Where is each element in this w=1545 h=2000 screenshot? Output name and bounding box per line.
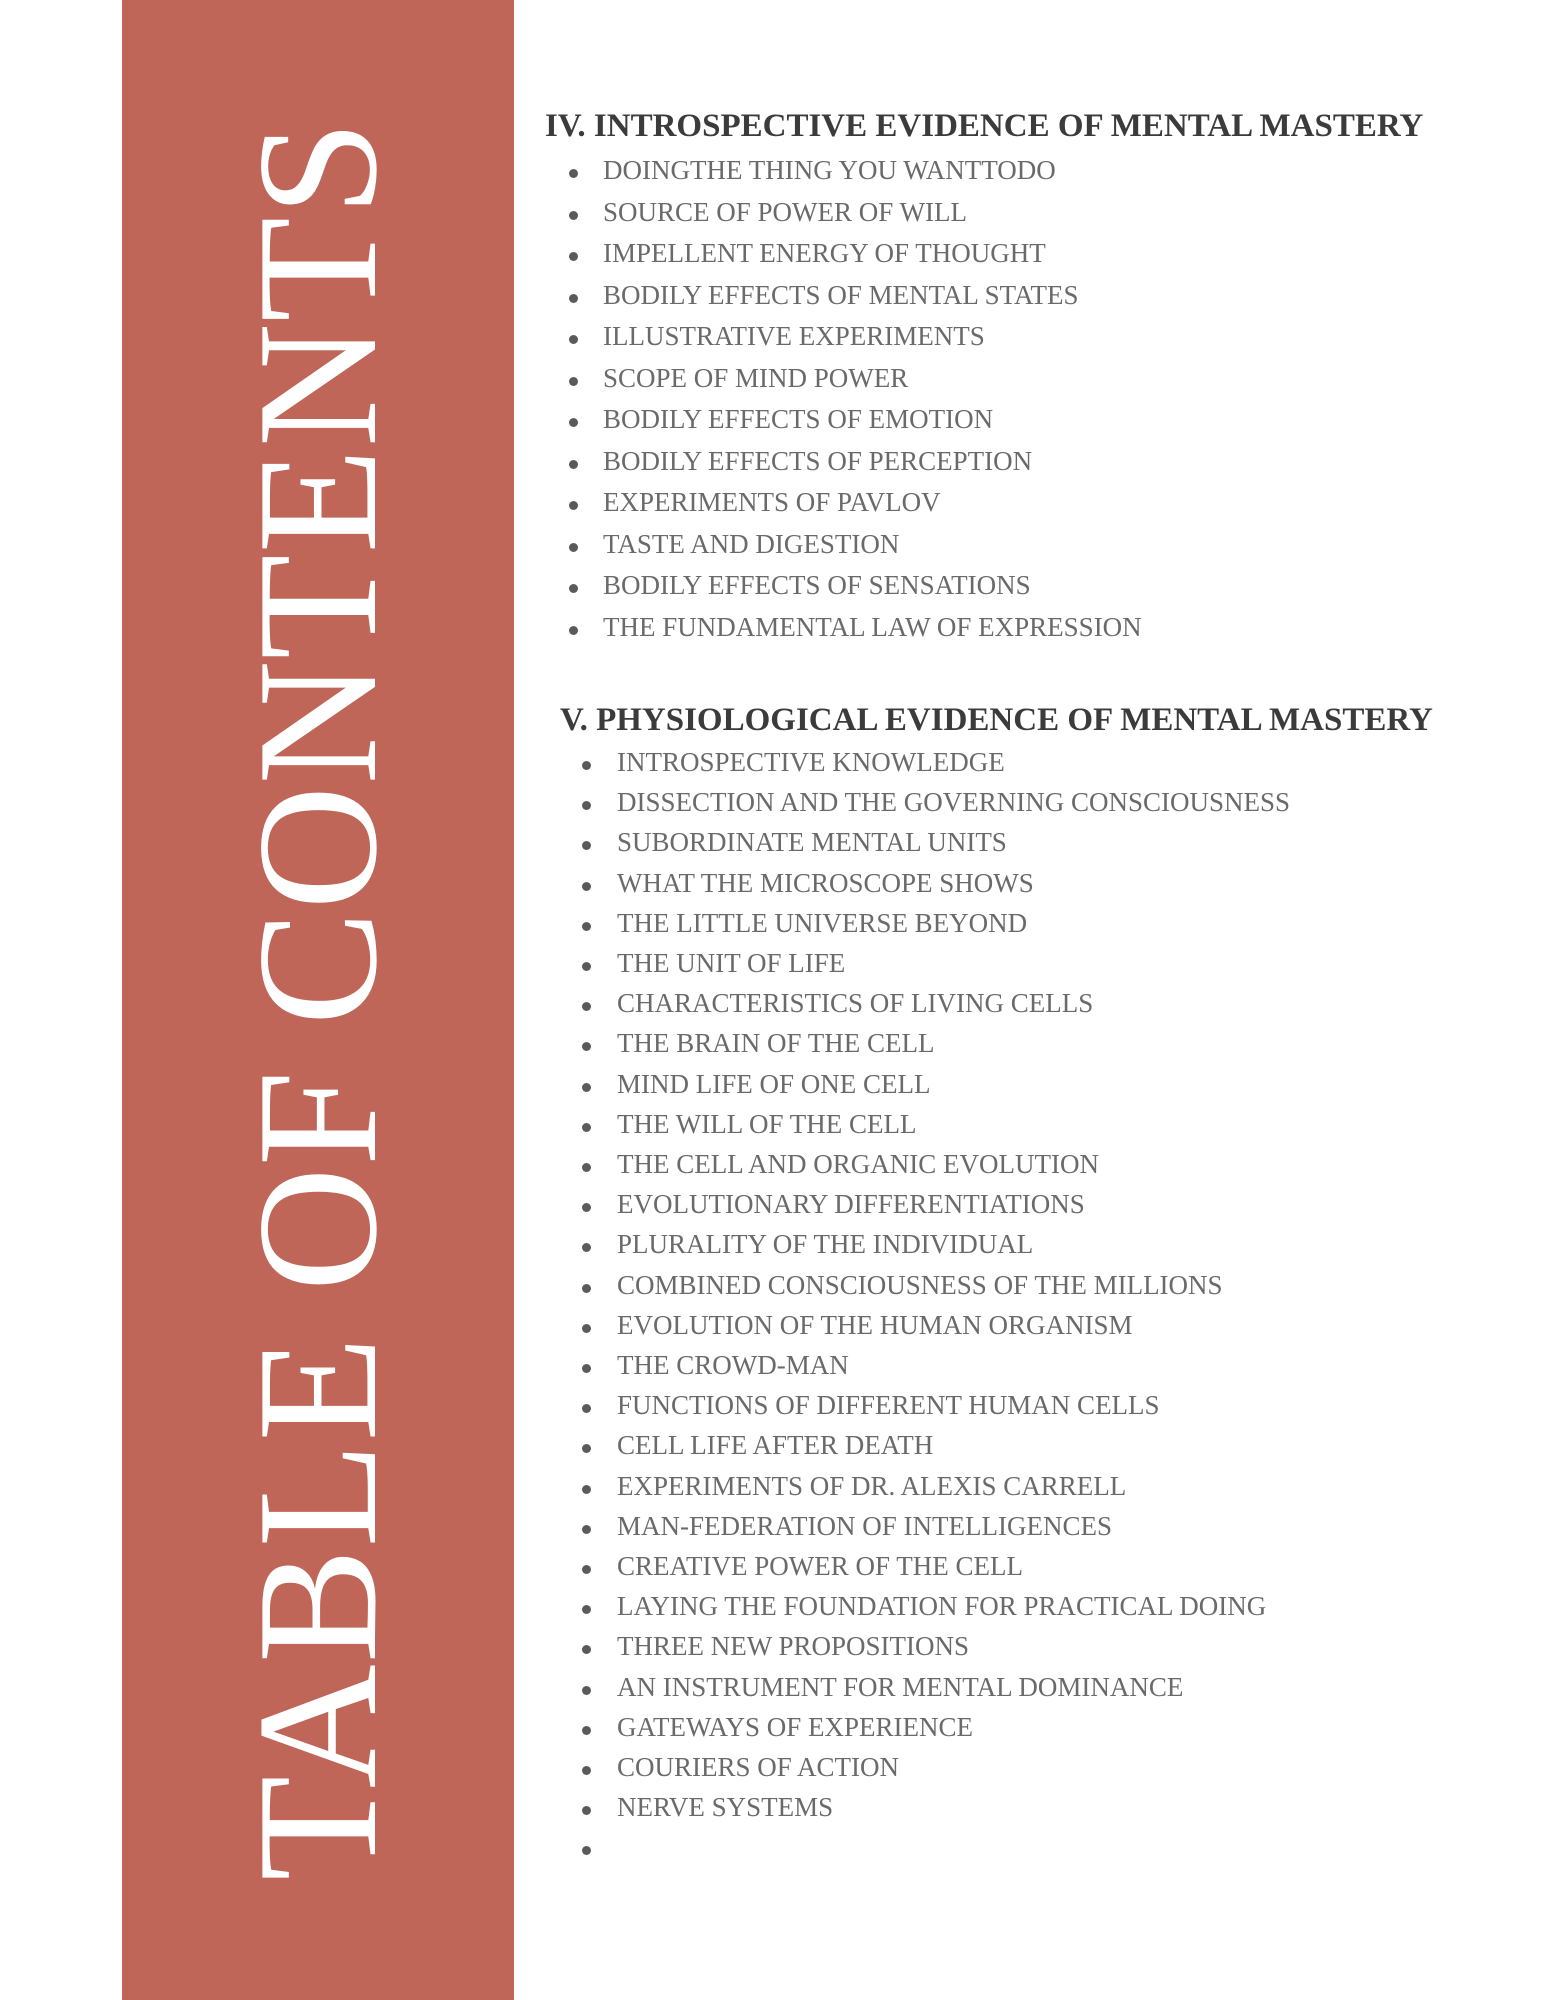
- toc-item: [545, 399, 1505, 441]
- toc-item-label: ILLUSTRATIVE EXPERIMENTS: [603, 321, 985, 351]
- toc-item-label: EVOLUTIONARY DIFFERENTIATIONS: [617, 1189, 1085, 1220]
- toc-item: [545, 150, 1505, 192]
- section-heading: IV. INTROSPECTIVE EVIDENCE OF MENTAL MASTERY: [545, 108, 1424, 144]
- side-title-band: [122, 0, 514, 2000]
- toc-item: [545, 1305, 1505, 1345]
- bullet-icon: [582, 1766, 591, 1775]
- side-title: TABLE OF CONTENTS: [223, 119, 413, 1881]
- toc-item-label: DISSECTION AND THE GOVERNING CONSCIOUSNESS: [617, 787, 1291, 818]
- bullet-icon: [582, 1485, 591, 1494]
- bullet-icon: [582, 1645, 591, 1654]
- bullet-icon: [582, 1686, 591, 1695]
- toc-item-label: EXPERIMENTS OF DR. ALEXIS CARRELL: [617, 1470, 1127, 1501]
- toc-item: [545, 1506, 1505, 1546]
- bullet-icon: [582, 962, 591, 971]
- bullet-icon: [569, 460, 578, 469]
- toc-item: [545, 1064, 1505, 1104]
- bullet-icon: [569, 377, 578, 386]
- toc-item: [545, 524, 1505, 566]
- toc-item-label: CELL LIFE AFTER DEATH: [617, 1430, 934, 1461]
- bullet-icon: [569, 584, 578, 593]
- section-item-list: [545, 742, 1505, 1867]
- toc-item-label: BODILY EFFECTS OF PERCEPTION: [603, 445, 1033, 476]
- toc-item: [545, 1184, 1505, 1224]
- bullet-icon: [582, 1243, 591, 1252]
- toc-item-label: THE FUNDAMENTAL LAW OF EXPRESSION: [603, 611, 1142, 642]
- toc-item-label: THE BRAIN OF THE CELL: [617, 1028, 935, 1059]
- bullet-icon: [582, 1002, 591, 1011]
- toc-item-label: FUNCTIONS OF DIFFERENT HUMAN CELLS: [617, 1390, 1160, 1421]
- toc-item-label: LAYING THE FOUNDATION FOR PRACTICAL DOING: [617, 1591, 1267, 1622]
- toc-item-label: SUBORDINATE MENTAL UNITS: [617, 827, 1007, 858]
- bullet-icon: [582, 1284, 591, 1293]
- toc-item-label: DOINGTHE THING YOU WANTTODO: [603, 155, 1056, 185]
- toc-item: [545, 782, 1505, 822]
- bullet-icon: [582, 1726, 591, 1735]
- bullet-icon: [582, 1525, 591, 1534]
- toc-item-label: THE CROWD-MAN: [617, 1350, 849, 1381]
- toc-item: [545, 275, 1505, 317]
- toc-item: [545, 1707, 1505, 1747]
- toc-item-label: COURIERS OF ACTION: [617, 1752, 900, 1783]
- toc-item-label: THREE NEW PROPOSITIONS: [617, 1631, 970, 1662]
- toc-item: [545, 565, 1505, 607]
- toc-item-label: MIND LIFE OF ONE CELL: [617, 1068, 931, 1099]
- bullet-icon: [582, 1083, 591, 1092]
- toc-item-label: TASTE AND DIGESTION: [603, 528, 900, 559]
- bullet-icon: [582, 1605, 591, 1614]
- toc-item: [545, 863, 1505, 903]
- bullet-icon: [582, 1042, 591, 1051]
- toc-item-label: MAN-FEDERATION OF INTELLIGENCES: [617, 1510, 1112, 1541]
- toc-item: [545, 983, 1505, 1023]
- toc-item: [545, 903, 1505, 943]
- toc-item-label: EVOLUTION OF THE HUMAN ORGANISM: [617, 1309, 1133, 1340]
- toc-item: [545, 1667, 1505, 1707]
- toc-item: [545, 1425, 1505, 1465]
- empty-toc-item: [545, 1827, 1505, 1867]
- toc-section-v: [545, 698, 1505, 1867]
- toc-item: [545, 1144, 1505, 1184]
- toc-item: [545, 233, 1505, 275]
- toc-item-label: EXPERIMENTS OF PAVLOV: [603, 487, 941, 517]
- toc-item: [545, 358, 1505, 400]
- toc-item: [545, 1586, 1505, 1626]
- toc-item: [545, 316, 1505, 358]
- bullet-icon: [569, 169, 578, 178]
- bullet-icon: [569, 211, 578, 220]
- toc-item: [545, 1787, 1505, 1827]
- toc-item-label: BODILY EFFECTS OF MENTAL STATES: [603, 279, 1079, 310]
- toc-item-label: COMBINED CONSCIOUSNESS OF THE MILLIONS: [617, 1269, 1223, 1300]
- bullet-icon: [582, 922, 591, 931]
- bullet-icon: [569, 335, 578, 344]
- toc-item: [545, 1023, 1505, 1063]
- toc-item-label: IMPELLENT ENERGY OF THOUGHT: [603, 238, 1046, 268]
- toc-item-label: NERVE SYSTEMS: [617, 1792, 834, 1823]
- bullet-icon: [582, 841, 591, 850]
- toc-item: [545, 1104, 1505, 1144]
- bullet-icon: [569, 294, 578, 303]
- bullet-icon: [582, 1806, 591, 1815]
- toc-item-label: AN INSTRUMENT FOR MENTAL DOMINANCE: [617, 1671, 1184, 1702]
- toc-item-label: BODILY EFFECTS OF EMOTION: [603, 404, 994, 434]
- bullet-icon: [582, 1203, 591, 1212]
- toc-item-label: SCOPE OF MIND POWER: [603, 362, 909, 393]
- section-item-list: [545, 150, 1505, 648]
- bullet-icon: [569, 252, 578, 261]
- bullet-icon: [569, 626, 578, 635]
- toc-item: [545, 1385, 1505, 1425]
- toc-item: [545, 482, 1505, 524]
- toc-content: [545, 104, 1505, 1867]
- toc-item: [545, 1466, 1505, 1506]
- toc-item: [545, 1626, 1505, 1666]
- toc-item: [545, 1345, 1505, 1385]
- toc-item: [545, 943, 1505, 983]
- toc-item-label: THE UNIT OF LIFE: [617, 948, 846, 979]
- bullet-icon: [582, 1123, 591, 1132]
- bullet-icon: [582, 1163, 591, 1172]
- toc-item: [545, 441, 1505, 483]
- toc-item: [545, 1224, 1505, 1264]
- bullet-icon: [582, 1846, 591, 1855]
- toc-item-label: THE WILL OF THE CELL: [617, 1108, 917, 1139]
- bullet-icon: [569, 543, 578, 552]
- toc-item-label: CHARACTERISTICS OF LIVING CELLS: [617, 988, 1094, 1019]
- toc-item-label: SOURCE OF POWER OF WILL: [603, 196, 968, 227]
- bullet-icon: [582, 1324, 591, 1333]
- toc-item-label: PLURALITY OF THE INDIVIDUAL: [617, 1229, 1034, 1260]
- section-heading: V. PHYSIOLOGICAL EVIDENCE OF MENTAL MASTERY: [560, 702, 1433, 738]
- bullet-icon: [582, 1444, 591, 1453]
- toc-item: [545, 1546, 1505, 1586]
- toc-item-label: GATEWAYS OF EXPERIENCE: [617, 1711, 974, 1742]
- toc-item: [545, 1265, 1505, 1305]
- toc-item: [545, 607, 1505, 649]
- bullet-icon: [582, 1565, 591, 1574]
- bullet-icon: [582, 882, 591, 891]
- toc-item-label: INTROSPECTIVE KNOWLEDGE: [617, 747, 1005, 777]
- bullet-icon: [582, 1364, 591, 1373]
- toc-item-label: WHAT THE MICROSCOPE SHOWS: [617, 867, 1034, 898]
- toc-item: [545, 1747, 1505, 1787]
- toc-item: [545, 822, 1505, 862]
- bullet-icon: [569, 418, 578, 427]
- toc-item-label: BODILY EFFECTS OF SENSATIONS: [603, 570, 1031, 600]
- toc-item-label: CREATIVE POWER OF THE CELL: [617, 1551, 1023, 1582]
- bullet-icon: [569, 501, 578, 510]
- toc-section-iv: [545, 104, 1505, 648]
- toc-item-label: THE LITTLE UNIVERSE BEYOND: [617, 907, 1028, 938]
- bullet-icon: [582, 801, 591, 810]
- bullet-icon: [582, 1404, 591, 1413]
- bullet-icon: [582, 761, 591, 770]
- toc-item: [545, 742, 1505, 782]
- toc-item-label: THE CELL AND ORGANIC EVOLUTION: [617, 1149, 1099, 1180]
- toc-item: [545, 192, 1505, 234]
